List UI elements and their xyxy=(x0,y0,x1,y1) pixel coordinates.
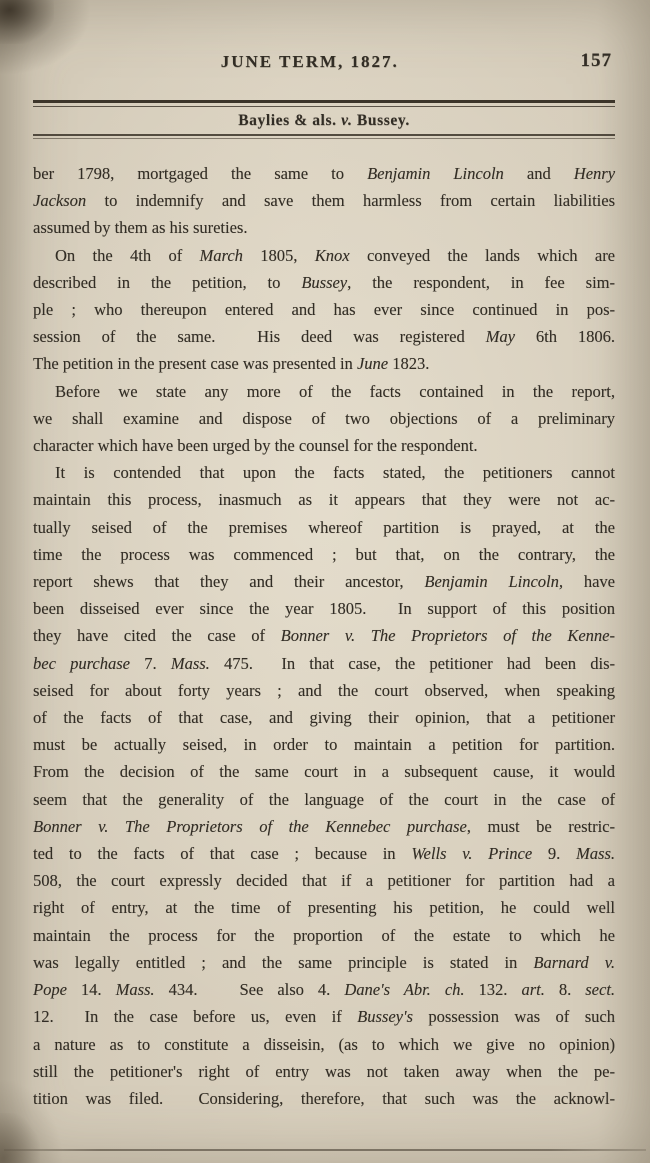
text-segment: On the 4th of xyxy=(55,245,200,265)
italic-text-segment: Dane's Abr. ch. xyxy=(344,980,465,1000)
text-line xyxy=(33,432,615,459)
italic-text-segment: Bussey xyxy=(301,272,348,292)
text-segment: described in the petition, to xyxy=(33,272,302,292)
text-line xyxy=(33,650,615,677)
text-segment: 508, the court expressly decided that if a petitioner for partition had a xyxy=(33,871,615,891)
text-segment: have xyxy=(563,572,616,592)
page-number: 157 xyxy=(580,50,612,71)
text-line xyxy=(33,840,615,867)
italic-text-segment: Bonner v. The Proprietors of the Kenne- xyxy=(280,626,615,646)
text-segment: From the decision of the same court in a subsequent cause, it would xyxy=(33,762,615,782)
italic-text-segment: Mass. xyxy=(115,980,155,1000)
text-line xyxy=(33,459,615,486)
running-head xyxy=(33,52,615,76)
text-segment: ted to the facts of that case ; because in xyxy=(33,844,412,864)
text-segment: tition was filed. Considering, therefore, that such was the acknowl- xyxy=(33,1088,615,1108)
text-line xyxy=(33,269,615,296)
text-segment: 475. In that case, the petitioner had been dis- xyxy=(209,653,615,673)
italic-text-segment: art. xyxy=(521,980,545,1000)
text-segment: and xyxy=(503,164,574,183)
italic-text-segment: Bonner v. The Proprietors of the Kennebec purchase xyxy=(33,816,467,836)
text-segment: 9. xyxy=(532,844,577,864)
text-segment: been disseised ever since the year 1805. In support of this position xyxy=(33,599,615,619)
text-segment: , must be restric- xyxy=(466,816,615,836)
text-segment: Baylies & als. xyxy=(238,112,342,129)
text-line xyxy=(33,486,615,513)
italic-text-segment: March xyxy=(199,245,243,265)
text-segment: to indemnify and save them harmless from certain liabilities xyxy=(86,191,615,211)
case-title xyxy=(33,107,615,134)
text-line xyxy=(33,378,615,405)
text-line xyxy=(33,1085,615,1112)
text-line xyxy=(33,949,615,976)
text-segment: 434. See also 4. xyxy=(154,980,345,1000)
text-line xyxy=(33,704,615,731)
text-line xyxy=(33,1031,615,1058)
text-line xyxy=(33,867,615,894)
paragraph-1 xyxy=(33,160,615,242)
text-segment: , the respondent, in fee sim- xyxy=(347,272,615,292)
text-line xyxy=(33,323,615,350)
text-segment: 1823. xyxy=(388,354,430,374)
text-line xyxy=(33,405,615,432)
text-line xyxy=(33,1003,615,1030)
italic-text-segment: Pope xyxy=(33,980,67,1000)
text-segment: The petition in the present case was presented in xyxy=(33,354,357,374)
text-segment: was legally entitled ; and the same principle is stated in xyxy=(33,952,534,972)
text-line xyxy=(33,731,615,758)
text-line xyxy=(33,786,615,813)
text-segment: character which have been urged by the counsel for the respondent. xyxy=(33,436,478,456)
text-segment: 14. xyxy=(66,980,116,1000)
text-segment: 12. In the case before us, even if xyxy=(33,1007,358,1027)
text-line xyxy=(33,677,615,704)
text-line xyxy=(33,187,615,214)
italic-text-segment: Barnard v. xyxy=(533,952,615,972)
text-segment: seised for about forty years ; and the court observed, when speaking xyxy=(33,680,615,700)
text-line xyxy=(33,813,615,840)
text-line xyxy=(33,976,615,1003)
italic-text-segment: Benjamin Lincoln, xyxy=(424,572,563,592)
italic-text-segment: bec purchase xyxy=(33,653,130,673)
italic-text-segment: Bussey's xyxy=(357,1007,413,1027)
italic-text-segment: Benjamin Lincoln xyxy=(367,164,504,183)
text-segment: we shall examine and dispose of two objections of a preliminary xyxy=(33,408,615,428)
text-line xyxy=(33,595,615,622)
text-segment: report shews that they and their ancestor, xyxy=(33,572,425,592)
text-line xyxy=(33,758,615,785)
italic-text-segment: sect. xyxy=(585,980,616,1000)
paragraph-4 xyxy=(33,459,615,1112)
italic-text-segment: June xyxy=(356,354,389,374)
text-segment: maintain the process for the proportion of the estate to which he xyxy=(33,925,615,945)
text-segment: time the process was commenced ; but that, on the contrary, the xyxy=(33,544,615,564)
text-segment: they have cited the case of xyxy=(33,626,281,646)
double-rule-bottom xyxy=(33,134,615,139)
italic-text-segment: Mass. xyxy=(170,653,210,673)
text-segment: still the petitioner's right of entry was not taken away when the pe- xyxy=(33,1061,615,1081)
text-line xyxy=(33,541,615,568)
italic-text-segment: May xyxy=(485,327,515,347)
text-segment: ber 1798, mortgaged the same to xyxy=(33,164,368,183)
text-line xyxy=(33,622,615,649)
italic-text-segment: Knox xyxy=(314,245,350,265)
term-label: JUNE TERM, 1827. xyxy=(220,52,399,71)
text-line xyxy=(33,214,615,241)
scan-artifact-bottom-edge xyxy=(4,1149,646,1151)
text-line xyxy=(33,350,615,377)
text-line xyxy=(33,1058,615,1085)
italic-text-segment: Jackson xyxy=(33,191,87,211)
text-segment: assumed by them as his sureties. xyxy=(33,218,248,238)
italic-text-segment: v. xyxy=(341,112,353,129)
scan-artifact-bottom-left xyxy=(0,1113,40,1163)
text-segment: tually seised of the premises whereof partition is prayed, at the xyxy=(33,517,615,537)
paragraph-3 xyxy=(33,378,615,460)
italic-text-segment: Henry xyxy=(573,164,616,183)
text-line xyxy=(33,160,615,187)
text-segment: 8. xyxy=(544,980,586,1000)
text-segment: 1805, xyxy=(242,245,315,265)
text-segment: 7. xyxy=(130,653,171,673)
text-segment: 132. xyxy=(464,980,522,1000)
paragraph-2 xyxy=(33,242,615,378)
text-segment: session of the same. His deed was registered xyxy=(33,327,486,347)
text-segment: right of entry, at the time of presenting his petition, he could well xyxy=(33,898,615,918)
page-body xyxy=(33,160,615,1112)
text-segment: conveyed the lands which are xyxy=(349,245,616,265)
text-line xyxy=(33,514,615,541)
text-segment: 6th 1806. xyxy=(514,327,615,347)
text-segment: seem that the generality of the language of the court in the case of xyxy=(33,789,615,809)
text-line xyxy=(33,894,615,921)
italic-text-segment: Wells v. Prince xyxy=(411,844,533,864)
text-segment: maintain this process, inasmuch as it appears that they were not ac- xyxy=(33,490,615,510)
text-segment: must be actually seised, in order to maintain a petition for partition. xyxy=(33,735,615,755)
text-line xyxy=(33,568,615,595)
text-segment: Bussey. xyxy=(352,112,410,129)
text-line xyxy=(33,296,615,323)
text-segment: It is contended that upon the facts stated, the petitioners cannot xyxy=(55,463,615,483)
italic-text-segment: Mass. xyxy=(576,844,616,864)
text-segment: of the facts of that case, and giving their opinion, that a petitioner xyxy=(33,708,615,728)
text-segment: possession was of such xyxy=(412,1007,615,1027)
text-segment: ple ; who thereupon entered and has ever since continued in pos- xyxy=(33,300,615,320)
double-rule-top xyxy=(33,100,615,107)
text-segment: a nature as to constitute a disseisin, (as to which we give no opinion) xyxy=(33,1034,615,1054)
text-line xyxy=(33,922,615,949)
text-segment: Before we state any more of the facts contained in the report, xyxy=(55,381,615,401)
text-line xyxy=(33,242,615,269)
